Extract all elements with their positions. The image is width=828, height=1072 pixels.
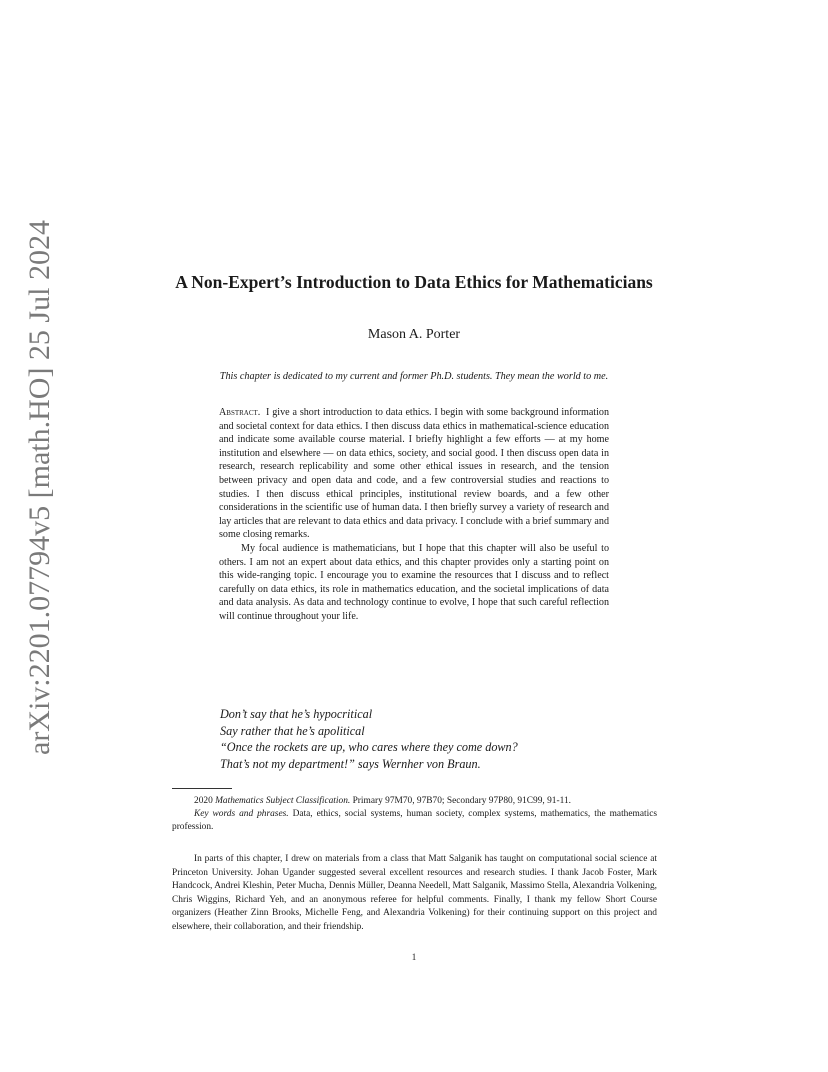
keywords-text: Data, ethics, social systems, human society, complex systems, mathematics, the mathematics profession.: [172, 809, 658, 833]
epigraph: [220, 706, 518, 772]
epigraph-line: Say rather that he’s apolitical: [220, 723, 365, 738]
msc-footnote: [172, 795, 657, 808]
abstract-text: I give a short introduction to data ethics. I begin with some background information and societal context for data ethics. I then discuss data ethics in mathematical-science education and indicate some available course material. I briefly highlight a few efforts — at my home institution and elsewhere — on data ethics, society, and social good. I then discuss open data in research, research replicability and some other ethical issues in research, and the tension between privacy and open data and code, and a few controversial studies and reactions to studies. I then discuss ethical principles, institutional review boards, and a few other considerations in the scientific use of human data. I then briefly survey a variety of research and lay articles that are relevant to data ethics and data privacy. I conclude with a brief summary and some closing remarks.: [219, 407, 610, 541]
paper-title: A Non-Expert’s Introduction to Data Ethics for Mathematicians: [175, 272, 653, 292]
abstract-paragraph-1: [219, 406, 609, 542]
epigraph-line: That’s not my department!” says Wernher von Braun.: [220, 756, 481, 771]
abstract: [219, 406, 609, 624]
abstract-paragraph-2: My focal audience is mathematicians, but I hope that this chapter will also be useful to others. I am not an expert about data ethics, and this chapter provides only a starting point on this wide-ranging topic. I encourage you to examine the resources that I discuss and to reflect carefully on data ethics, its role in mathematics education, and the societal implications of data and data analysis. As data and technology continue to evolve, I hope that such careful reflection will continue throughout your life.: [219, 542, 609, 622]
msc-year: 2020: [194, 796, 213, 806]
msc-codes: Primary 97M70, 97B70; Secondary 97P80, 91C99, 91-11.: [352, 796, 571, 806]
keywords-label: Key words and phrases.: [194, 809, 289, 820]
dedication: This chapter is dedicated to my current and former Ph.D. students. They mean the world to me.: [219, 371, 609, 382]
msc-label: Mathematics Subject Classification.: [215, 796, 351, 806]
acknowledgment: [172, 853, 657, 935]
epigraph-line: Don’t say that he’s hypocritical: [220, 707, 373, 721]
page-number: 1: [411, 952, 417, 962]
footnote-rule: [172, 788, 232, 789]
epigraph-line: “Once the rockets are up, who cares where they come down?: [220, 740, 518, 754]
arxiv-identifier: arXiv:2201.07794v5 [math.HO] 25 Jul 2024: [23, 220, 56, 755]
author-name: Mason A. Porter: [367, 327, 461, 342]
keywords-footnote: [172, 808, 657, 834]
footnotes: [172, 795, 657, 835]
acknowledgment-text: In parts of this chapter, I drew on materials from a class that Matt Salganik has taught on computational social science at Princeton University. Johan Ugander suggested several excellent resources and research studies. I thank Jacob Foster, Mark Handcock, Andrei Kleshin, Peter Mucha, Dennis Müller, Deanna Needell, Matt Salganik, Massimo Stella, Alexandria Volkening, Chris Wiggins, Richard Yeh, and an anonymous referee for helpful comments. Finally, I thank my fellow Short Course organizers (Heather Zinn Brooks, Michelle Feng, and Alexandria Volkening) for their continuing support on this project and elsewhere, their collaboration, and their friendship.: [172, 854, 657, 932]
abstract-heading: Abstract.: [219, 407, 261, 418]
